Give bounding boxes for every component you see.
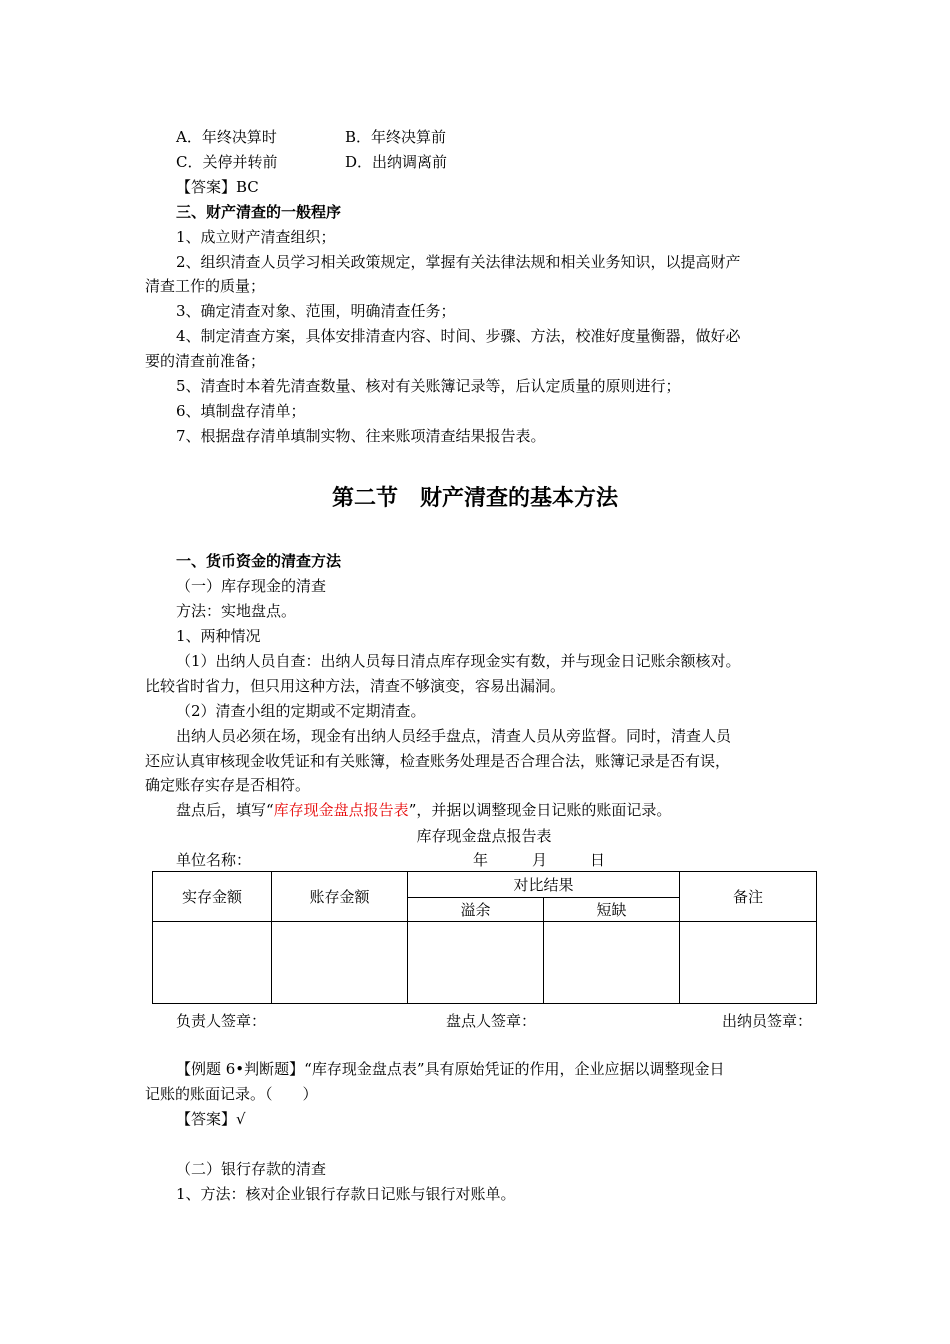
example-answer: 【答案】√	[176, 1110, 246, 1128]
step-1: 1、成立财产清查组织；	[176, 228, 336, 246]
case-1-line-2: 比较省时省力，但只用这种方法，清查不够演变，容易出漏洞。	[145, 677, 566, 695]
after-count-suffix: ”，并据以调整现金日记账的账面记录。	[408, 801, 672, 819]
date-month: 月	[532, 851, 548, 869]
step-5: 5、清查时本着先清查数量、核对有关账簿记录等，后认定质量的原则进行；	[176, 377, 681, 395]
date-year: 年	[473, 851, 489, 869]
para-line-2: 还应认真审核现金收凭证和有关账簿，检查账务处理是否合理合法，账簿记录是否有误，	[145, 752, 731, 770]
case-1-line-1: （1）出纳人员自查：出纳人员每日清点库存现金实有数，并与现金日记账余额核对。	[176, 652, 741, 670]
sub-1-heading: （一）库存现金的清查	[176, 577, 327, 595]
col-header-book: 账存金额	[272, 872, 408, 922]
option-c: C．关停并转前	[176, 153, 278, 171]
cell-book	[272, 922, 408, 1004]
col-header-shortage: 短缺	[544, 898, 680, 922]
para-line-1: 出纳人员必须在场，现金有出纳人员经手盘点，清查人员从旁监督。同时，清查人员	[176, 727, 732, 745]
para-line-3: 确定账存实存是否相符。	[145, 776, 311, 794]
step-7: 7、根据盘存清单填制实物、往来账项清查结果报告表。	[176, 427, 546, 445]
cell-shortage	[544, 922, 680, 1004]
step-4-line-1: 4、制定清查方案，具体安排清查内容、时间、步骤、方法，校准好度量衡器，做好必	[176, 327, 741, 345]
method-line: 方法：实地盘点。	[176, 602, 297, 620]
chapter-title: 第二节 财产清查的基本方法	[331, 486, 618, 511]
cases-line: 1、两种情况	[176, 627, 261, 645]
bank-method-line: 1、方法：核对企业银行存款日记账与银行对账单。	[176, 1185, 516, 1203]
option-a: A．年终决算时	[176, 128, 277, 146]
signature-head: 负责人签章：	[176, 1012, 267, 1030]
example-line-1: 【例题 6•判断题】“库存现金盘点表”具有原始凭证的作用，企业应据以调整现金日	[176, 1060, 725, 1078]
option-d: D．出纳调离前	[345, 153, 448, 171]
after-count-line	[176, 800, 671, 820]
report-title: 库存现金盘点报告表	[416, 827, 552, 845]
option-b: B．年终决算前	[345, 128, 447, 146]
report-name-highlight: 库存现金盘点报告表	[273, 801, 409, 819]
cell-actual	[153, 922, 272, 1004]
date-day: 日	[590, 851, 606, 869]
unit-name-label: 单位名称：	[176, 851, 252, 869]
cell-surplus	[408, 922, 544, 1004]
step-6: 6、填制盘存清单；	[176, 402, 306, 420]
col-header-actual: 实存金额	[153, 872, 272, 922]
cash-count-report-table	[152, 871, 817, 1004]
answer-1: 【答案】BC	[176, 178, 259, 196]
section-3-heading: 三、财产清查的一般程序	[176, 203, 342, 221]
step-4-line-2: 要的清查前准备；	[145, 352, 266, 370]
sub-2-heading: （二）银行存款的清查	[176, 1160, 327, 1178]
step-3: 3、确定清查对象、范围，明确清查任务；	[176, 302, 456, 320]
col-header-compare: 对比结果	[408, 872, 680, 898]
after-count-prefix: 盘点后，填写“	[176, 801, 274, 819]
step-2-line-1: 2、组织清查人员学习相关政策规定，掌握有关法律法规和相关业务知识，以提高财产	[176, 253, 741, 271]
col-header-remark: 备注	[680, 872, 817, 922]
part-1-heading: 一、货币资金的清查方法	[176, 552, 342, 570]
col-header-surplus: 溢余	[408, 898, 544, 922]
example-line-2: 记账的账面记录。（ ）	[145, 1085, 318, 1103]
cell-remark	[680, 922, 817, 1004]
signature-counter: 盘点人签章：	[446, 1012, 537, 1030]
signature-cashier: 出纳员签章：	[722, 1012, 813, 1030]
step-2-line-2: 清查工作的质量；	[145, 277, 266, 295]
case-2-line: （2）清查小组的定期或不定期清查。	[176, 702, 426, 720]
